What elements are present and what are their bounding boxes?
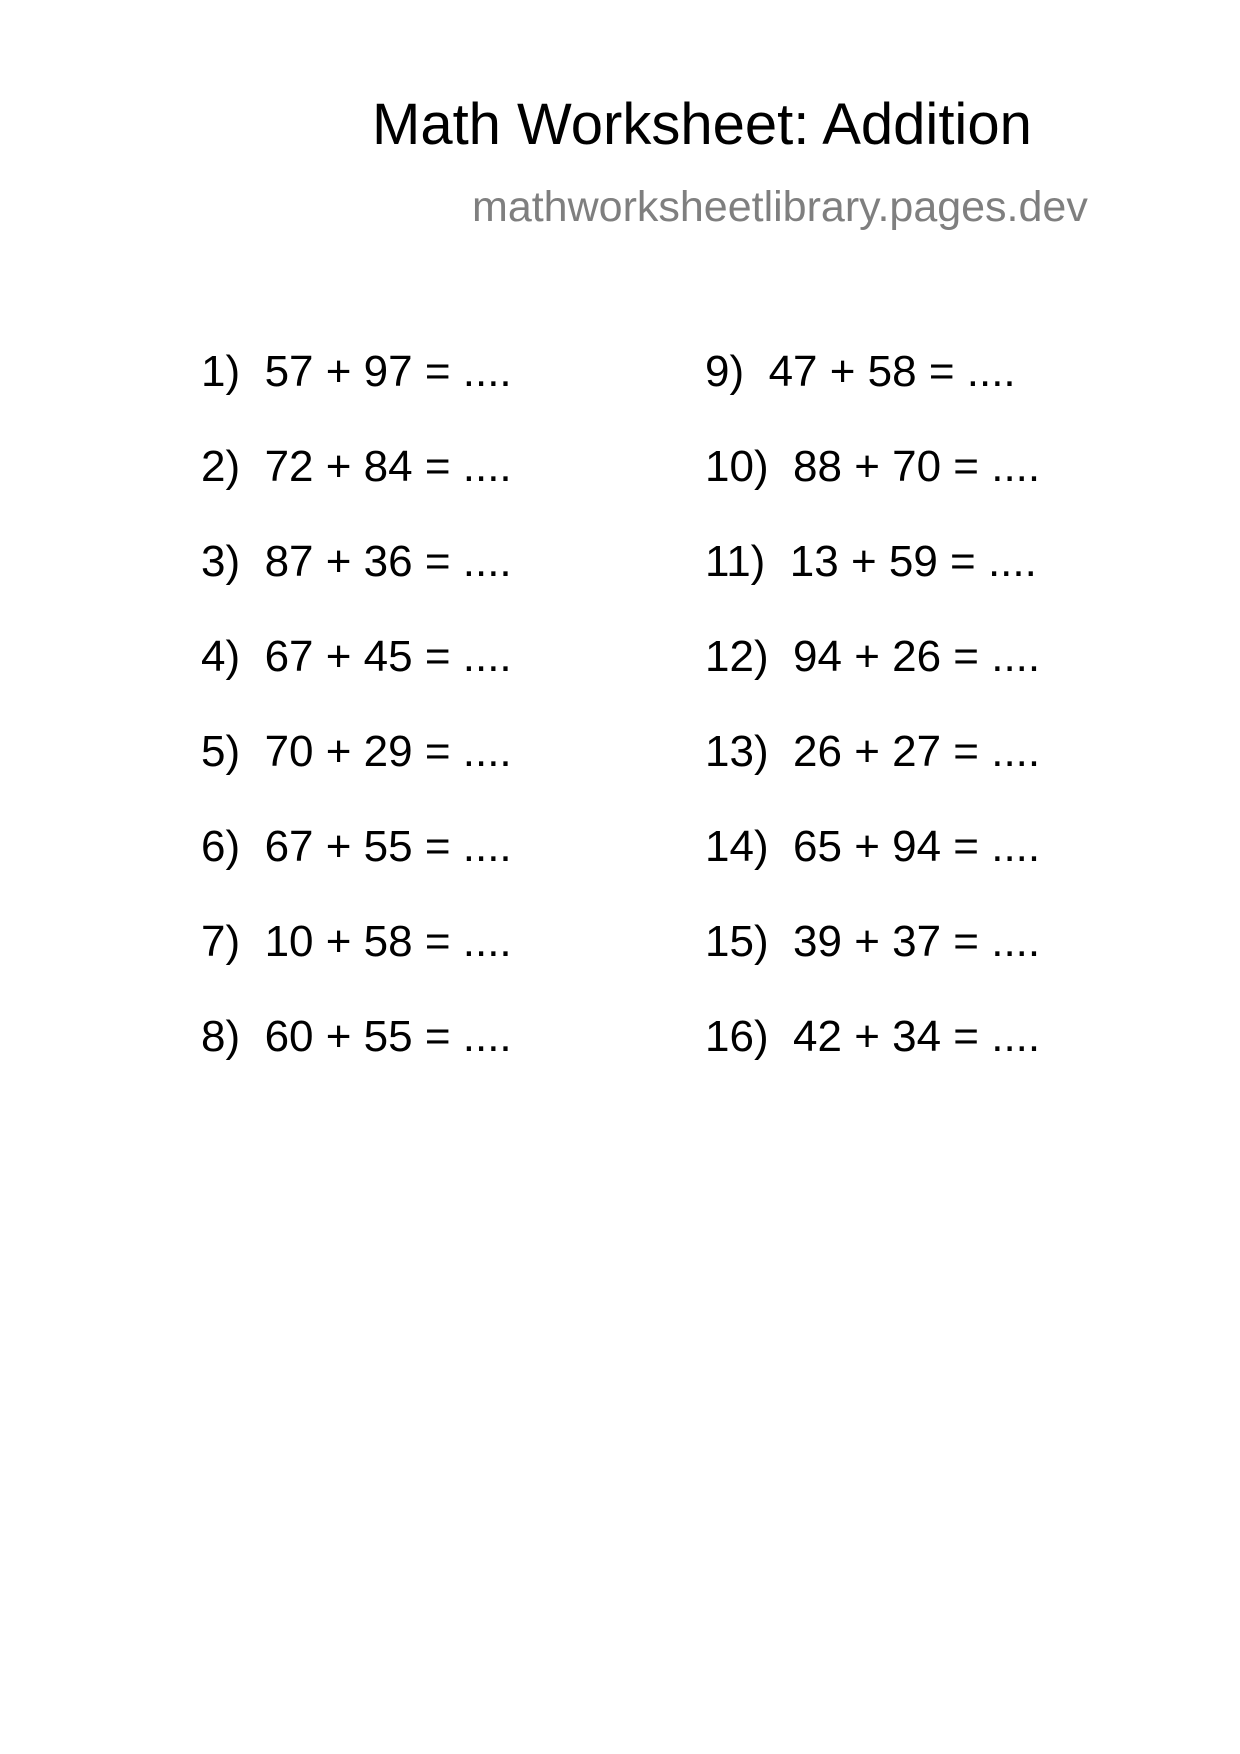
problem-13: 13) 26 + 27 = ....: [705, 727, 1041, 776]
problem-10: 10) 88 + 70 = ....: [705, 442, 1041, 491]
problem-5: 5) 70 + 29 = ....: [201, 727, 512, 776]
site-url: mathworksheetlibrary.pages.dev: [472, 183, 1088, 231]
problem-column-right: [705, 347, 1041, 1110]
problem-6: 6) 67 + 55 = ....: [201, 822, 512, 871]
problem-8: 8) 60 + 55 = ....: [201, 1012, 512, 1061]
problem-7: 7) 10 + 58 = ....: [201, 917, 512, 966]
problem-15: 15) 39 + 37 = ....: [705, 917, 1041, 966]
problem-12: 12) 94 + 26 = ....: [705, 632, 1041, 681]
problem-9: 9) 47 + 58 = ....: [705, 347, 1016, 396]
problem-1: 1) 57 + 97 = ....: [201, 347, 512, 396]
problem-14: 14) 65 + 94 = ....: [705, 822, 1041, 871]
page-title: Math Worksheet: Addition: [372, 92, 1032, 157]
problem-11: 11) 13 + 59 = ....: [705, 537, 1037, 586]
problem-4: 4) 67 + 45 = ....: [201, 632, 512, 681]
problem-16: 16) 42 + 34 = ....: [705, 1012, 1041, 1061]
problem-column-left: [201, 347, 512, 1110]
problem-2: 2) 72 + 84 = ....: [201, 442, 512, 491]
problem-3: 3) 87 + 36 = ....: [201, 537, 512, 586]
